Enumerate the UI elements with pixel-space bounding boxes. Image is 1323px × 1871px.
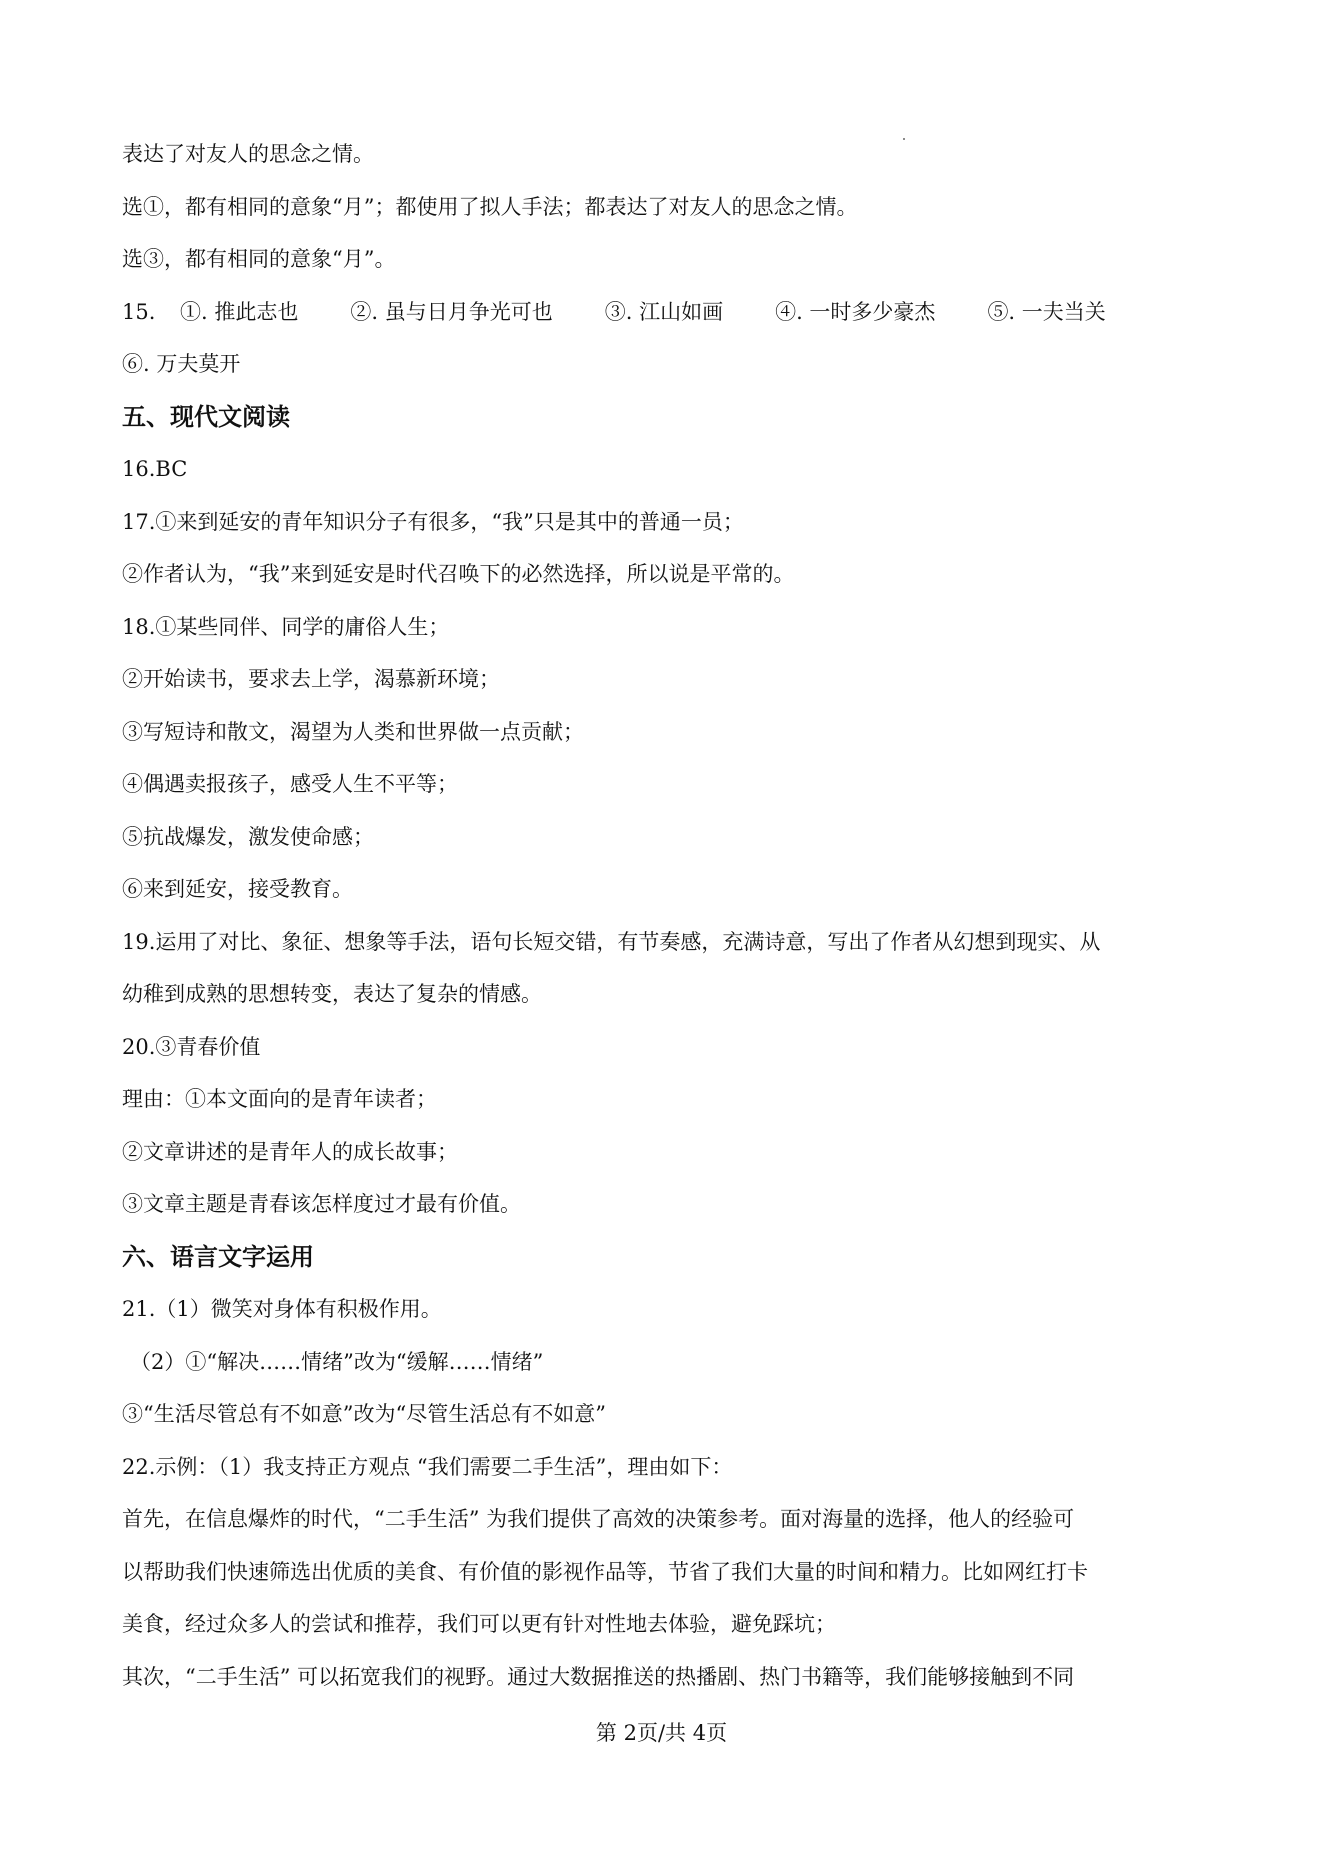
answer-item: ⑥. 万夫莫开 [122, 352, 241, 376]
text-line: ③写短诗和散文，渴望为人类和世界做一点贡献； [122, 719, 584, 744]
question-15-row [122, 286, 1212, 339]
text-line: 20.③青春价值 [122, 1034, 261, 1059]
text-line: ⑤抗战爆发，激发使命感； [122, 824, 374, 849]
text-line: 19.运用了对比、象征、想象等手法，语句长短交错，有节奏感，充满诗意，写出了作者从幻想到现实、从 [122, 929, 1101, 954]
answer-item: ⑤. 一夫当关 [987, 299, 1106, 324]
text-line: ②开始读书，要求去上学，渴慕新环境； [122, 667, 500, 691]
text-line: 22.示例：（1）我支持正方观点 “我们需要二手生活”，理由如下： [122, 1454, 733, 1479]
text-line: 美食，经过众多人的尝试和推荐，我们可以更有针对性地去体验，避免踩坑； [122, 1612, 836, 1636]
text-line: ⑥来到延安，接受教育。 [122, 877, 353, 901]
text-line: 16.BC [122, 457, 188, 481]
text-line: （2）①“解决……情绪”改为“缓解……情绪” [130, 1349, 544, 1374]
text-line: ④偶遇卖报孩子，感受人生不平等； [122, 772, 458, 796]
document-body [122, 128, 1212, 1703]
text-line: ②文章讲述的是青年人的成长故事； [122, 1139, 458, 1164]
answer-item: ①. 推此志也 [180, 299, 299, 324]
text-line: 表达了对友人的思念之情。 [122, 142, 374, 166]
text-line: 幼稚到成熟的思想转变，表达了复杂的情感。 [122, 982, 542, 1006]
text-line: 18.①某些同伴、同学的庸俗人生； [122, 614, 450, 639]
text-line: 17.①来到延安的青年知识分子有很多，“我”只是其中的普通一员； [122, 509, 744, 534]
page-footer: 第 2页/共 4页 [595, 1721, 728, 1745]
text-line: 选③，都有相同的意象“月”。 [122, 247, 396, 271]
question-number: 15. [122, 299, 156, 324]
answer-item: ④. 一时多少豪杰 [775, 299, 936, 324]
answer-item: ②. 虽与日月争光可也 [350, 299, 553, 324]
text-line: 以帮助我们快速筛选出优质的美食、有价值的影视作品等，节省了我们大量的时间和精力。比如网红打卡 [122, 1559, 1088, 1584]
answer-item: ③. 江山如画 [604, 299, 724, 324]
text-line: ③文章主题是青春该怎样度过才最有价值。 [122, 1192, 521, 1216]
section-heading: 五、现代文阅读 [122, 402, 290, 431]
text-line: ③“生活尽管总有不如意”改为“尽管生活总有不如意” [122, 1402, 606, 1426]
text-line: 理由：①本文面向的是青年读者； [122, 1087, 437, 1111]
text-line: 首先，在信息爆炸的时代，“二手生活” 为我们提供了高效的决策参考。面对海量的选择，他人的经验可 [122, 1507, 1075, 1531]
text-line: 21.（1）微笑对身体有积极作用。 [122, 1297, 442, 1321]
section-heading: 六、语言文字运用 [122, 1242, 314, 1271]
text-line: 其次，“二手生活” 可以拓宽我们的视野。通过大数据推送的热播剧、热门书籍等，我们能够接触到不同 [122, 1664, 1075, 1689]
text-line: 选①，都有相同的意象“月”；都使用了拟人手法；都表达了对友人的思念之情。 [122, 194, 858, 219]
text-line: ②作者认为，“我”来到延安是时代召唤下的必然选择，所以说是平常的。 [122, 562, 795, 586]
